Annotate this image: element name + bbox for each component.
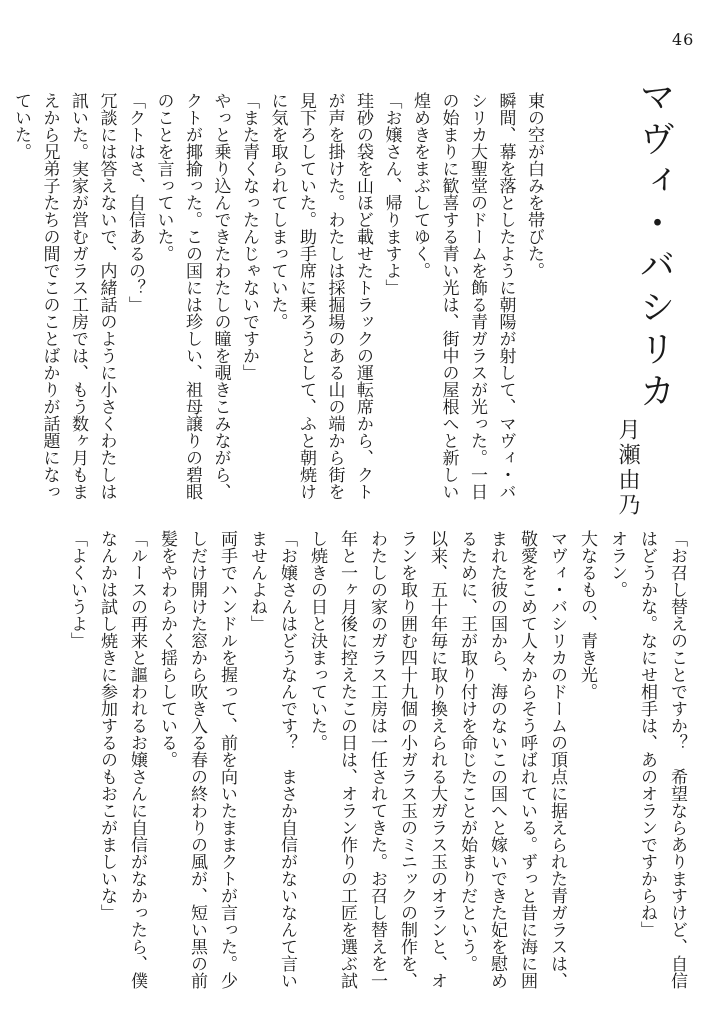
- paragraph: 「ルースの再来と謳われるお嬢さんに自信がなかったら、僕なんかは試し焼きに参加するのもおこがましいな」: [97, 530, 147, 989]
- paragraph: 両手でハンドルを握って、前を向いたままクトが言った。少しだけ開けた窓から吹き入る春の終わりの風が、短い黒の前髪をやわらかく揺らしている。: [157, 530, 237, 989]
- body-text-upper: [11, 92, 548, 504]
- paragraph: 「お嬢さんはどうなんです？ まさか自信がないなんて言いませんよね」: [247, 530, 297, 989]
- paragraph: 「お召し替えのことですか？ 希望ならありますけど、自信はどうかな。なにせ相手は、あのオランですからね」: [637, 530, 687, 989]
- paragraph: 冗談には答えないで、内緒話のように小さくわたしは訊いた。実家が営むガラス工房では、もう数ヶ月もまえから兄弟子たちの間でこのことばかりが話題になっていた。: [11, 92, 117, 500]
- paragraph: 瞬間、幕を落としたように朝陽が射して、マヴィ・バシリカ大聖堂のドームを飾る青ガラスが光った。一日の始まりに歓喜する青い光は、街中の屋根へと新しい煌めきをまぶしてゆく。: [410, 92, 516, 500]
- paragraph: やっと乗り込んできたわたしの瞳を覗きこみながら、クトが揶揄った。この国には珍しい、祖母譲りの碧眼のことを言っていた。: [153, 92, 231, 500]
- paragraph: 以来、五十年毎に取り換えられる大ガラス玉のオランと、オランを取り囲む四十九個の小ガラス玉のミニックの制作を、わたしの家のガラス工房は一任されてきた。お召し替えを一年と一ヶ月後に控えたこの日は、オラン作りの工匠を選ぶ試し焼きの日と決まっていた。: [307, 530, 447, 989]
- paragraph: マヴィ・バシリカのドームの頂点に据えられた青ガラスは、敬愛をこめて人々からそう呼ばれている。ずっと昔に海に囲まれた彼の国から、海のないこの国へと嫁いできた妃を慰めるために、王が取り付けを命じたことが始まりだという。: [457, 530, 567, 989]
- paragraph: 東の空が白みを帯びた。: [524, 92, 544, 279]
- author-name: 月瀬由乃: [615, 418, 640, 518]
- story-title: マヴィ・バシリカ: [634, 78, 675, 414]
- paragraph: 「クトはさ、自信あるの？」: [125, 92, 145, 313]
- paragraph: 「よくいうよ」: [67, 530, 87, 649]
- paragraph: 「また青くなったんじゃないですか」: [239, 92, 259, 381]
- body-text-lower: [67, 530, 692, 990]
- paragraph: 大なるもの、青き光。: [577, 530, 597, 700]
- paragraph: 珪砂の袋を山ほど載せたトラックの運転席から、クトが声を掛けた。わたしは採掘場のある山の端から街を見下ろしていた。助手席に乗ろうとして、ふと朝焼けに気を取られてしまっていた。: [267, 92, 373, 500]
- page-number: 46: [672, 30, 695, 49]
- paragraph: 「お嬢さん、帰りますよ」: [381, 92, 402, 296]
- paragraph: オラン。: [607, 530, 627, 598]
